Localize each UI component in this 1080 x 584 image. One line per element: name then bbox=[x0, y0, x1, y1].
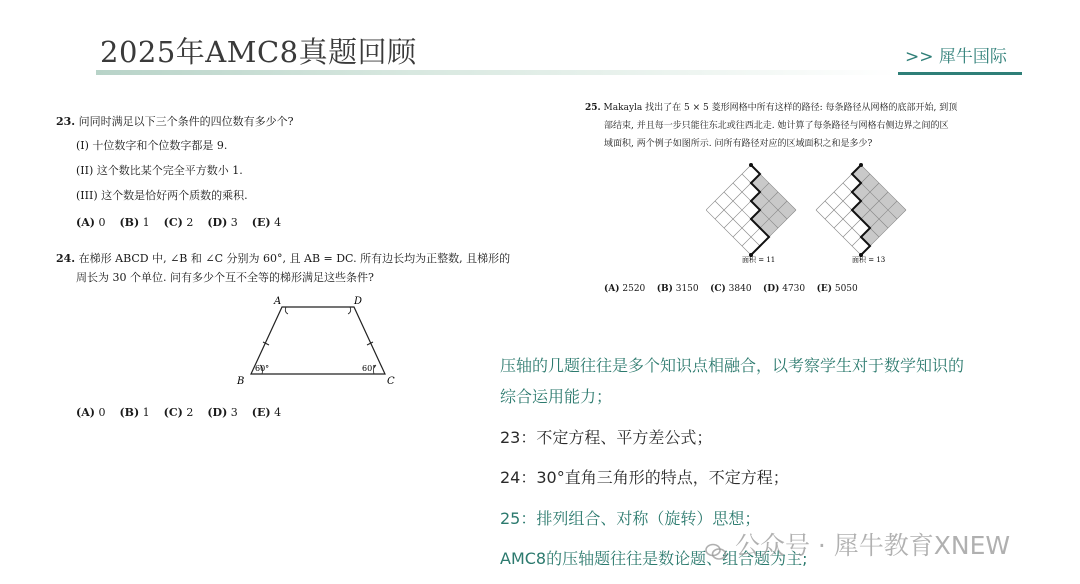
option-value: 2 bbox=[186, 406, 194, 419]
watermark bbox=[705, 526, 1010, 562]
q23-question: 问同时满足以下三个条件的四位数有多少个? bbox=[78, 115, 294, 128]
q25-stem-line2: 部结束, 并且每一步只能往东北或往西北走. 她计算了每条路径与网格右侧边界之间的区 bbox=[604, 121, 949, 131]
q23-options bbox=[76, 216, 281, 229]
vertex-b-label: B bbox=[237, 376, 245, 387]
option-value: 4730 bbox=[782, 284, 806, 294]
q24-stem-line2: 周长为 30 个单位. 问有多少个互不全等的梯形满足这些条件? bbox=[76, 271, 374, 284]
q23-condition-3: (III) 这个数是恰好两个质数的乘积. bbox=[76, 189, 248, 202]
option-letter: (C) bbox=[163, 406, 183, 419]
q23-condition-2: (II) 这个数比某个完全平方数小 1. bbox=[76, 164, 243, 177]
option-value: 0 bbox=[98, 406, 106, 419]
commentary-intro-line1: 压轴的几题往往是多个知识点相融合，以考察学生对于数学知识的 bbox=[500, 356, 965, 375]
option-value: 1 bbox=[142, 406, 150, 419]
angle-c-label: 60° bbox=[362, 364, 377, 373]
shaded-area bbox=[751, 165, 796, 255]
option-value: 2 bbox=[186, 216, 194, 229]
option-value: 0 bbox=[98, 216, 106, 229]
trapezoid-figure bbox=[232, 292, 402, 392]
brand-label: >> 犀牛国际 bbox=[905, 47, 1007, 67]
option-letter: (B) bbox=[119, 406, 140, 419]
diamond-grid-figure bbox=[706, 160, 916, 270]
commentary-intro-line2: 综合运用能力； bbox=[500, 387, 613, 406]
q24-number: 24. bbox=[56, 252, 76, 265]
q25-text-1: Makayla 找出了在 5 × 5 菱形网格中所有这样的路径: 每条路径从网格的底部开始, 到顶 bbox=[603, 103, 958, 113]
option-letter: (B) bbox=[656, 284, 673, 294]
grid-line bbox=[816, 210, 861, 255]
option-letter: (A) bbox=[76, 406, 95, 419]
option-value: 3150 bbox=[675, 284, 699, 294]
option-letter: (B) bbox=[119, 216, 140, 229]
q24-stem-line1 bbox=[56, 251, 510, 267]
commentary-q23: 23：不定方程、平方差公式； bbox=[500, 428, 713, 447]
option-letter: (E) bbox=[816, 284, 832, 294]
angle-a-mark bbox=[285, 307, 288, 314]
area-label-2: 面积 = 13 bbox=[852, 256, 886, 264]
q25-stem-line1 bbox=[585, 99, 957, 117]
q23-condition-1: (I) 十位数字和个位数字都是 9. bbox=[76, 139, 228, 152]
option-value: 4 bbox=[274, 406, 282, 419]
vertex-d-label: D bbox=[354, 296, 363, 307]
option-letter: (C) bbox=[710, 284, 726, 294]
q23-number: 23. bbox=[56, 115, 76, 128]
q24-options bbox=[76, 406, 281, 419]
option-letter: (E) bbox=[251, 216, 271, 229]
option-value: 1 bbox=[142, 216, 150, 229]
q25-number: 25. bbox=[585, 103, 601, 113]
option-letter: (E) bbox=[251, 406, 271, 419]
angle-b-label: 60° bbox=[255, 364, 270, 373]
option-value: 4 bbox=[274, 216, 282, 229]
option-letter: (C) bbox=[163, 216, 183, 229]
brand-underline bbox=[898, 72, 1022, 75]
q23-stem bbox=[56, 114, 294, 130]
grid-line bbox=[715, 201, 760, 246]
commentary-conclusion: AMC8的压轴题往往是数论题、组合题为主; bbox=[500, 549, 808, 568]
diamond-grid-2 bbox=[816, 163, 906, 257]
shaded-area bbox=[852, 165, 906, 255]
option-value: 5050 bbox=[834, 284, 858, 294]
q25-stem-line3: 域面积, 两个例子如图所示. 问所有路径对应的区域面积之和是多少? bbox=[604, 139, 873, 149]
grid-line bbox=[706, 165, 751, 210]
wechat-icon bbox=[705, 538, 727, 556]
path-endpoint bbox=[749, 163, 753, 167]
commentary-q24: 24：30°直角三角形的特点，不定方程； bbox=[500, 468, 789, 487]
option-value: 3 bbox=[230, 216, 238, 229]
q25-options bbox=[604, 284, 858, 294]
option-value: 3 bbox=[230, 406, 238, 419]
option-letter: (A) bbox=[604, 284, 620, 294]
diamond-grid-1 bbox=[706, 163, 796, 257]
commentary-q25: 25：排列组合、对称（旋转）思想； bbox=[500, 509, 761, 528]
option-letter: (D) bbox=[763, 284, 780, 294]
option-value: 3840 bbox=[728, 284, 752, 294]
vertex-a-label: A bbox=[274, 296, 282, 307]
option-letter: (D) bbox=[207, 216, 228, 229]
watermark-text: 公众号 · 犀牛教育XNEW bbox=[734, 531, 1011, 560]
option-value: 2520 bbox=[622, 284, 646, 294]
angle-d-mark bbox=[348, 307, 351, 314]
title-underline bbox=[96, 70, 896, 75]
slide-title: 2025年AMC8真题回顾 bbox=[100, 35, 417, 69]
option-letter: (D) bbox=[207, 406, 228, 419]
option-letter: (A) bbox=[76, 216, 95, 229]
q24-text-1: 在梯形 ABCD 中, ∠B 和 ∠C 分别为 60°, 且 AB = DC. 所有边长均为正整数, 且梯形的 bbox=[78, 252, 511, 265]
path-endpoint bbox=[859, 163, 863, 167]
vertex-c-label: C bbox=[387, 376, 395, 387]
grid-line bbox=[706, 210, 751, 255]
area-label-1: 面积 = 11 bbox=[742, 256, 776, 264]
